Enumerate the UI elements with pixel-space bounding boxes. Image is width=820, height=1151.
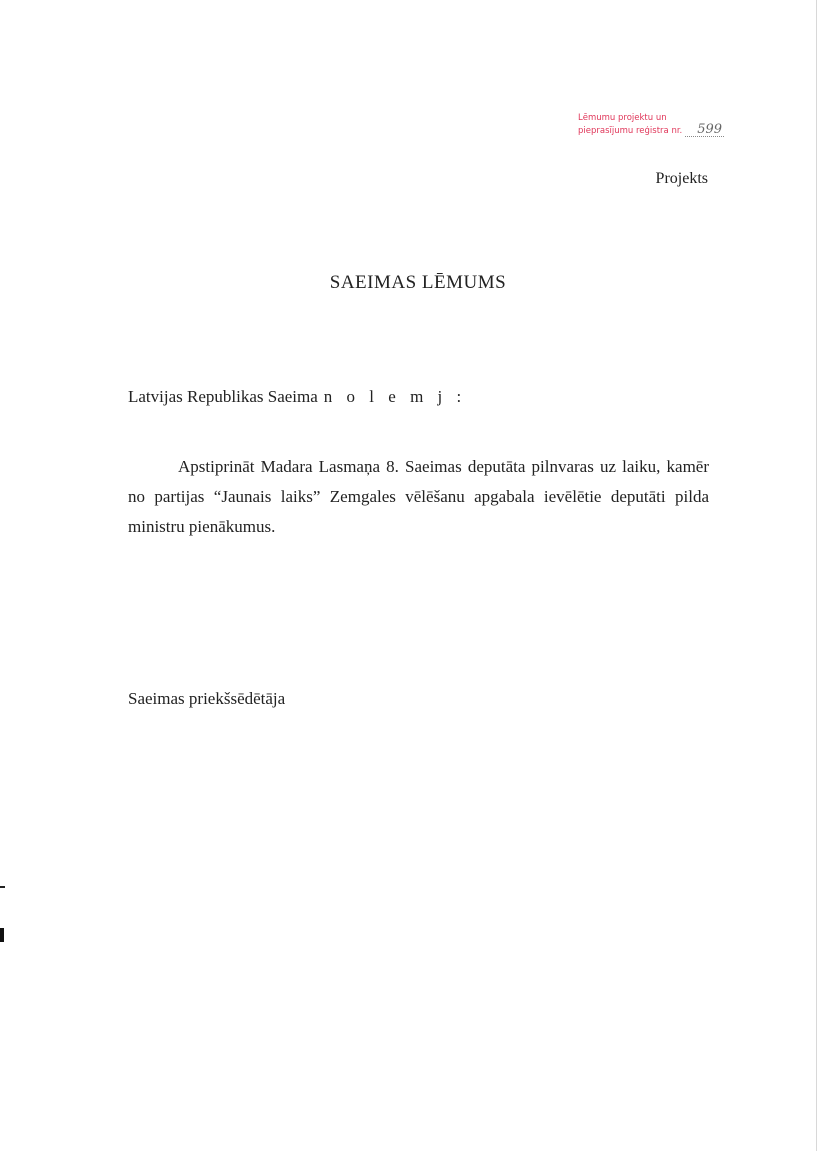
decision-body: Apstiprināt Madara Lasmaņa 8. Saeimas deputāta pilnvaras uz laiku, kamēr no partijas “Jaunais laiks” Zemgales vēlēšanu apgabala ievēlētie deputāti pilda ministru pienākumus. bbox=[128, 457, 709, 536]
intro-line bbox=[128, 387, 466, 407]
scan-edge bbox=[816, 0, 817, 1151]
document-title: SAEIMAS LĒMUMS bbox=[329, 272, 507, 293]
stamp-line-1: Lēmumu projektu un bbox=[578, 113, 667, 123]
signature-line: Saeimas priekšsēdētāja bbox=[128, 689, 286, 708]
scan-mark bbox=[0, 886, 5, 888]
project-label: Projekts bbox=[655, 170, 708, 187]
scan-mark bbox=[0, 928, 4, 942]
registry-stamp bbox=[578, 113, 738, 137]
stamp-line-2: pieprasījumu reģistra nr. bbox=[578, 126, 683, 136]
intro-text: Latvijas Republikas Saeima bbox=[128, 387, 318, 406]
intro-verb: n o l e m j : bbox=[323, 387, 467, 406]
registry-number: 599 bbox=[685, 124, 724, 137]
